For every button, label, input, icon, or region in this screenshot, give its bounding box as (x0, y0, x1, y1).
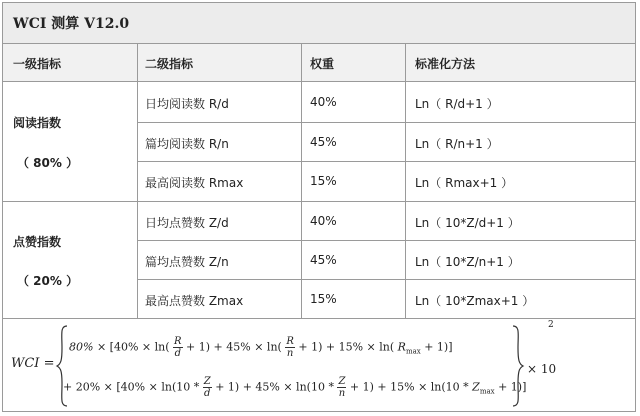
table-title: WCI 测算 V12.0 (13, 16, 130, 32)
weight-cell: 40% (310, 214, 337, 228)
indicator-cell: 篇均点赞数 Z/n (145, 255, 229, 269)
formula-line-2: + 20% × [40% × ln(10 * $\frac{Z}{d}$ + 1) + 45% × ln(10 * $\frac{Z}{n}$ + $1) + 15\% \times \ln(10 * Z_{max} + 1)$] (63, 376, 527, 399)
group-name: 阅读指数 (13, 116, 62, 130)
indicator-cell: 篇均阅读数 R/n (145, 137, 229, 151)
method-cell: Ln（ Rmax+1 ） (415, 176, 514, 190)
method-cell: Ln（ 10*Z/n+1 ） (415, 255, 520, 269)
formula-line-1: 80% × [40% × ln( $\frac{R}{d}$ + 1) + 45% × ln( $\frac{R}{n}$ + 1) + 15% × ln( $R_{max} + 1$)] (69, 336, 453, 359)
method-cell: Ln（ 10*Z/d+1 ） (415, 216, 520, 230)
header-level2: 二级指标 (145, 57, 194, 71)
header-row (3, 44, 635, 82)
weight-cell: 40% (310, 95, 337, 109)
group-weight: （ 20% ） (17, 274, 79, 288)
header-weight: 权重 (310, 57, 335, 71)
grid-line (301, 44, 302, 318)
grid-line (137, 279, 635, 280)
method-cell: Ln（ R/n+1 ） (415, 137, 499, 151)
grid-line (137, 240, 635, 241)
title-bar (3, 3, 635, 44)
weight-cell: 45% (310, 135, 337, 149)
group-name: 点赞指数 (13, 235, 62, 249)
method-cell: Ln（ 10*Zmax+1 ） (415, 294, 535, 308)
grid-line (137, 161, 635, 162)
group-weight: （ 80% ） (17, 156, 79, 170)
indicator-cell: 日均点赞数 Z/d (145, 216, 229, 230)
formula-multiplier: × 10 (527, 362, 557, 376)
weight-cell: 45% (310, 253, 337, 267)
grid-line (137, 44, 138, 318)
indicator-cell: 最高点赞数 Zmax (145, 294, 244, 308)
grid-line (137, 122, 635, 123)
formula-exponent: 2 (548, 320, 554, 330)
wci-formula (3, 318, 635, 411)
method-cell: Ln（ R/d+1 ） (415, 97, 499, 111)
header-method: 标准化方法 (415, 57, 476, 71)
weight-cell: 15% (310, 174, 337, 188)
weight-cell: 15% (310, 292, 337, 306)
header-level1: 一级指标 (13, 57, 62, 71)
grid-line (3, 201, 635, 202)
indicator-cell: 日均阅读数 R/d (145, 97, 229, 111)
grid-line (405, 44, 406, 318)
wci-table (2, 2, 636, 412)
formula-lhs: WCI = (11, 356, 55, 371)
right-brace-icon (511, 324, 525, 408)
indicator-cell: 最高阅读数 Rmax (145, 176, 244, 190)
